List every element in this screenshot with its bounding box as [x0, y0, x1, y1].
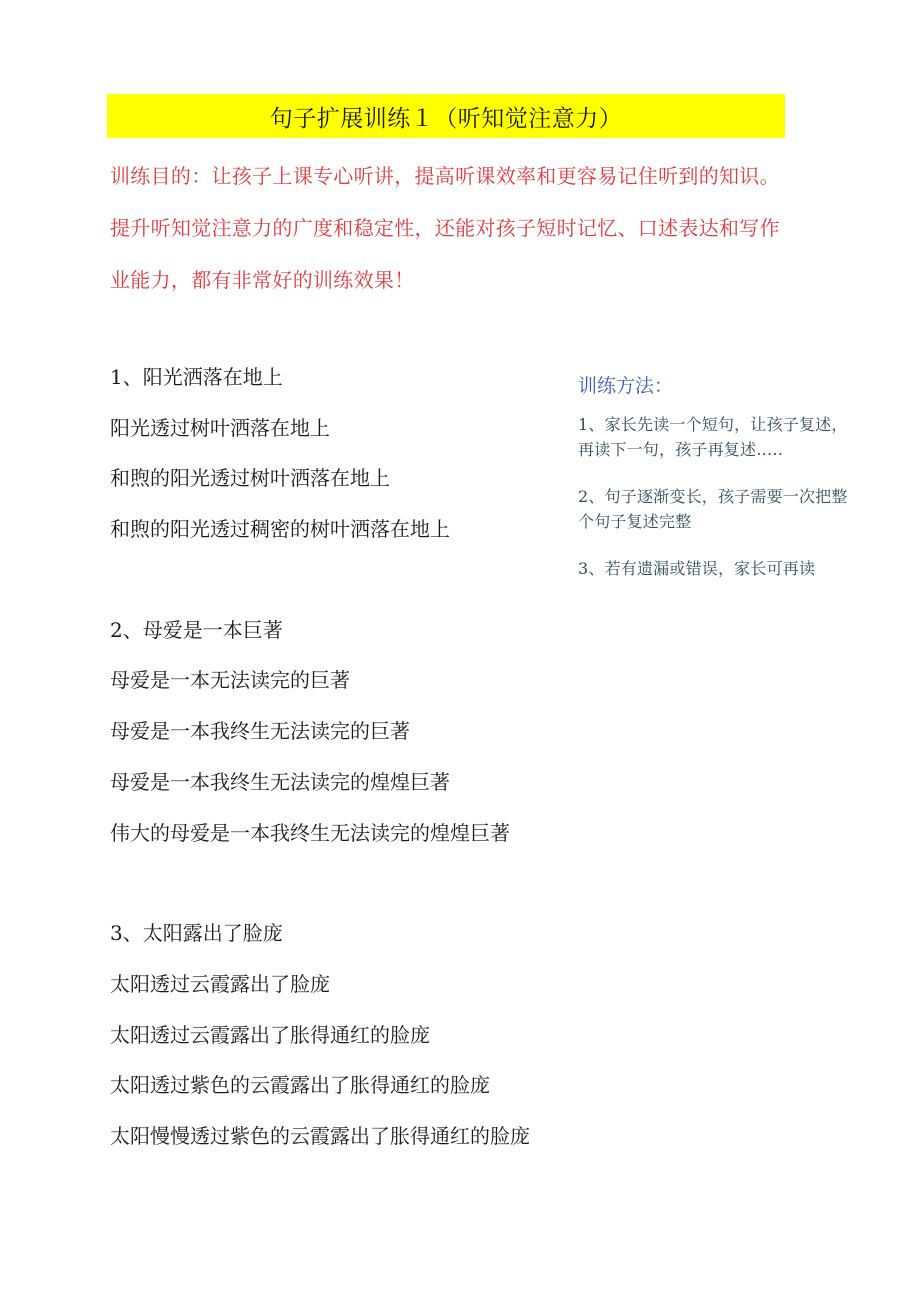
sentence-line: 和煦的阳光透过树叶洒落在地上 [110, 466, 390, 491]
sentence-line: 太阳透过云霞露出了脸庞 [110, 971, 330, 996]
page-title: 句子扩展训练１（听知觉注意力） [269, 105, 623, 132]
sentence-line: 阳光透过树叶洒落在地上 [110, 415, 330, 440]
sentence-line: 和煦的阳光透过稠密的树叶洒落在地上 [110, 517, 450, 542]
sentence-line: 3、太阳露出了脸庞 [110, 921, 283, 946]
method-item: 3、若有遗漏或错误，家长可再读 [578, 559, 816, 578]
training-purpose: 训练目的：让孩子上课专心听讲，提高听课效率和更容易记住听到的知识。提升听知觉注意力的广度和稳定性，还能对孩子短时记忆、口述表达和写作业能力，都有非常好的训练效果！ [110, 164, 780, 292]
method-item: 1、家长先读一个短句，让孩子复述，再读下一句，孩子再复述…‥ [578, 415, 848, 459]
sentence-line: 母爱是一本我终生无法读完的巨著 [110, 719, 410, 744]
sentence-line: 伟大的母爱是一本我终生无法读完的煌煌巨著 [110, 820, 510, 845]
sentence-group-3 [110, 908, 570, 1161]
sentence-line: 母爱是一本我终生无法读完的煌煌巨著 [110, 769, 450, 794]
sentence-list [110, 352, 570, 1212]
title-highlight [107, 94, 785, 138]
sentence-group-2 [110, 605, 570, 858]
sentence-line: 母爱是一本无法读完的巨著 [110, 668, 350, 693]
sentence-line: 1、阳光洒落在地上 [110, 365, 283, 389]
method-item: 2、句子逐渐变长，孩子需要一次把整个句子复述完整 [578, 487, 848, 531]
sentence-line: 太阳慢慢透过紫色的云霞露出了胀得通红的脸庞 [110, 1123, 530, 1148]
sentence-line: 太阳透过云霞露出了胀得通红的脸庞 [110, 1022, 430, 1047]
method-title: 训练方法： [578, 375, 674, 397]
sentence-group-1 [110, 352, 570, 555]
training-method [578, 370, 853, 603]
sentence-line: 2、母爱是一本巨著 [110, 617, 283, 642]
sentence-line: 太阳透过紫色的云霞露出了胀得通红的脸庞 [110, 1073, 490, 1098]
